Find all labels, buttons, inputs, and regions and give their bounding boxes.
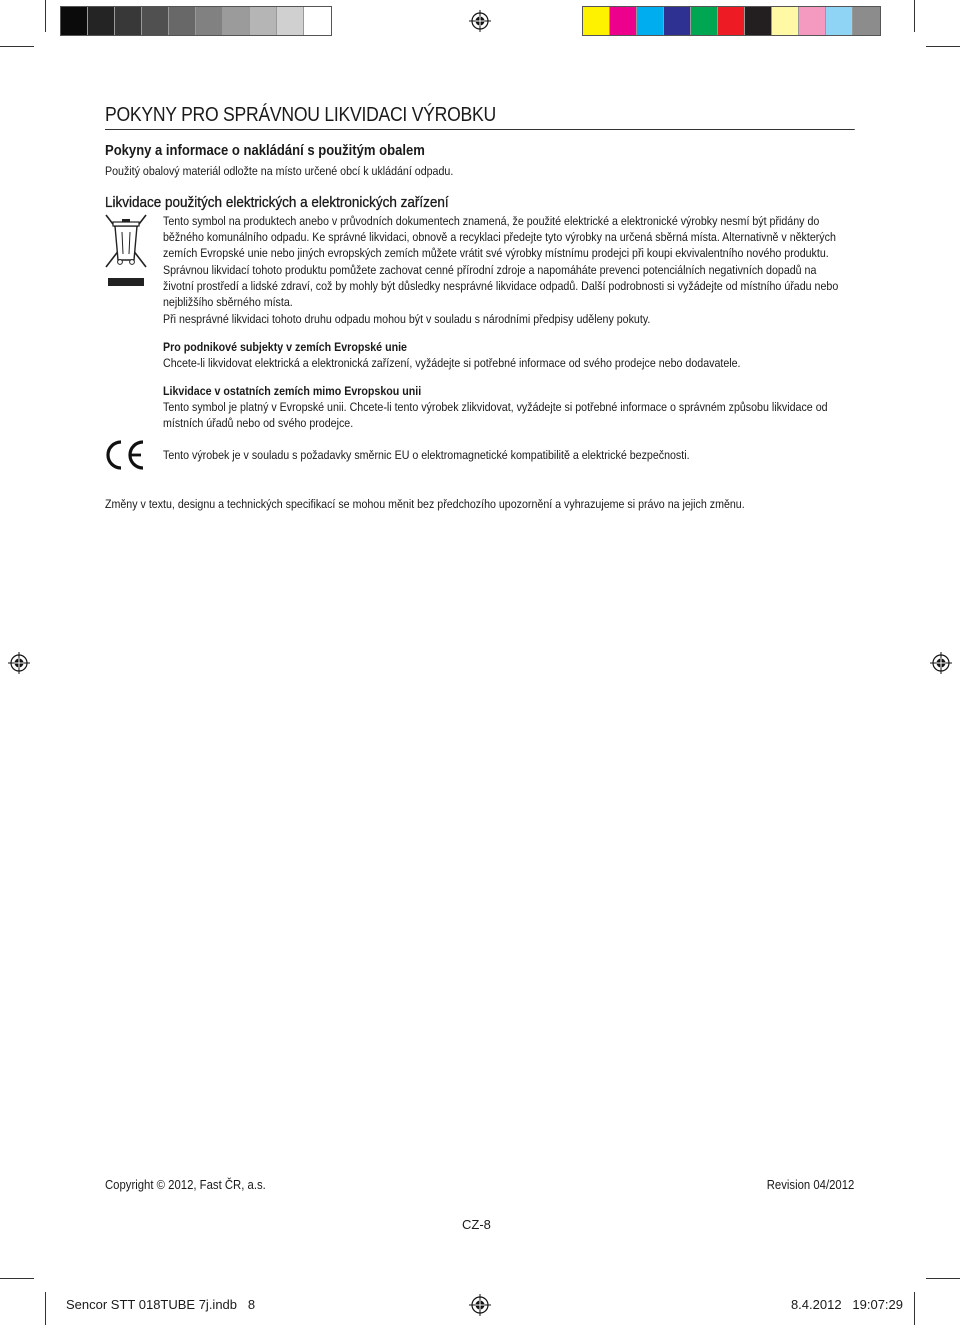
color-swatch: [277, 7, 304, 35]
color-swatch: [88, 7, 115, 35]
color-swatch: [196, 7, 223, 35]
color-swatch: [772, 7, 799, 35]
ce-mark-icon: [104, 439, 146, 471]
weee-heading: Likvidace použitých elektrických a elektronických zařízení: [105, 194, 449, 211]
color-swatch: [718, 7, 745, 35]
changes-notice: Změny v textu, designu a technických specifikací se mohou měnit bez předchozího upozornění a vyhrazujeme si právo na jejich změnu.: [105, 497, 745, 511]
ce-text: Tento výrobek je v souladu s požadavky směrnic EU o elektromagnetické kompatibilitě a elektrické bezpečnosti.: [163, 448, 690, 462]
registration-mark-icon: [930, 652, 952, 674]
color-swatch: [223, 7, 250, 35]
color-swatch: [664, 7, 691, 35]
slug-filename: Sencor STT 018TUBE 7j.indb 8: [66, 1297, 256, 1312]
grayscale-color-bar: [60, 6, 332, 36]
color-swatch: [637, 7, 664, 35]
weee-penalty-text: Při nesprávné likvidaci tohoto druhu odpadu mohou být v souladu s národními předpisy uděleny pokuty.: [163, 312, 651, 326]
color-swatch: [691, 7, 718, 35]
revision: Revision 04/2012: [766, 1178, 854, 1192]
color-swatch: [115, 7, 142, 35]
color-swatch: [826, 7, 853, 35]
registration-mark-icon: [8, 652, 30, 674]
crop-mark: [926, 1278, 960, 1279]
color-swatch: [610, 7, 637, 35]
crop-mark: [0, 1278, 34, 1279]
registration-mark-icon: [469, 10, 491, 32]
packaging-heading: Pokyny a informace o nakládání s použitým obalem: [105, 143, 425, 159]
outside-eu-heading: Likvidace v ostatních zemích mimo Evropskou unii: [163, 384, 422, 398]
crop-mark: [0, 46, 34, 47]
page-title: POKYNY PRO SPRÁVNOU LIKVIDACI VÝROBKU: [105, 104, 855, 130]
color-swatch: [250, 7, 277, 35]
color-swatch: [583, 7, 610, 35]
business-heading: Pro podnikové subjekty v zemích Evropské unie: [163, 340, 407, 354]
slug-timestamp: 8.4.2012 19:07:29: [790, 1297, 903, 1312]
color-swatch: [745, 7, 772, 35]
business-text: Chcete-li likvidovat elektrická a elektronická zařízení, vyžádejte si potřebné informace od svého prodejce nebo dodavatele.: [163, 356, 741, 370]
weee-text: Tento symbol na produktech anebo v průvodních dokumentech znamená, že použité elektrické a elektronické výrobky nesmí být přidány do běžného komunálního odpadu. Ke správné likvidaci, obnově a recyklaci předejte tyto výrobky na určená sběrná místa. Alternativně v některých zemích Evropské unie nebo jiných evropských zemích můžete vrátit své výrobky místnímu prodejci při koupi ekvivalentního nového produktu. Správnou likvidací tohoto produktu pomůžete zachovat cenné přírodní zdroje a napomáháte prevenci potenciálních negativních dopadů na životní prostředí a lidské zdraví, což by mohly být důsledky nesprávné likvidace odpadů. Další podrobnosti si vyžádejte od místního úřadu nebo nejbližšího sběrného místa.: [163, 214, 839, 310]
packaging-text: Použitý obalový materiál odložte na místo určené obcí k ukládání odpadu.: [105, 164, 454, 178]
color-swatch: [304, 7, 331, 35]
cmyk-color-bar: [582, 6, 881, 36]
crop-mark: [914, 1292, 915, 1325]
crop-mark: [45, 1292, 46, 1325]
color-swatch: [61, 7, 88, 35]
registration-mark-icon: [469, 1294, 491, 1316]
color-swatch: [169, 7, 196, 35]
copyright: Copyright © 2012, Fast ČR, a.s.: [105, 1178, 266, 1192]
color-swatch: [853, 7, 880, 35]
crop-mark: [45, 0, 46, 32]
crossed-out-bin-icon: [103, 212, 149, 288]
crop-mark: [926, 46, 960, 47]
color-swatch: [142, 7, 169, 35]
outside-eu-text: Tento symbol je platný v Evropské unii. Chcete-li tento výrobek zlikvidovat, vyžádejte si potřebné informace o správném způsobu likvidace od místních úřadů nebo od svého prodejce.: [163, 400, 828, 431]
color-swatch: [799, 7, 826, 35]
page-number: CZ-8: [462, 1217, 491, 1232]
crop-mark: [914, 0, 915, 32]
